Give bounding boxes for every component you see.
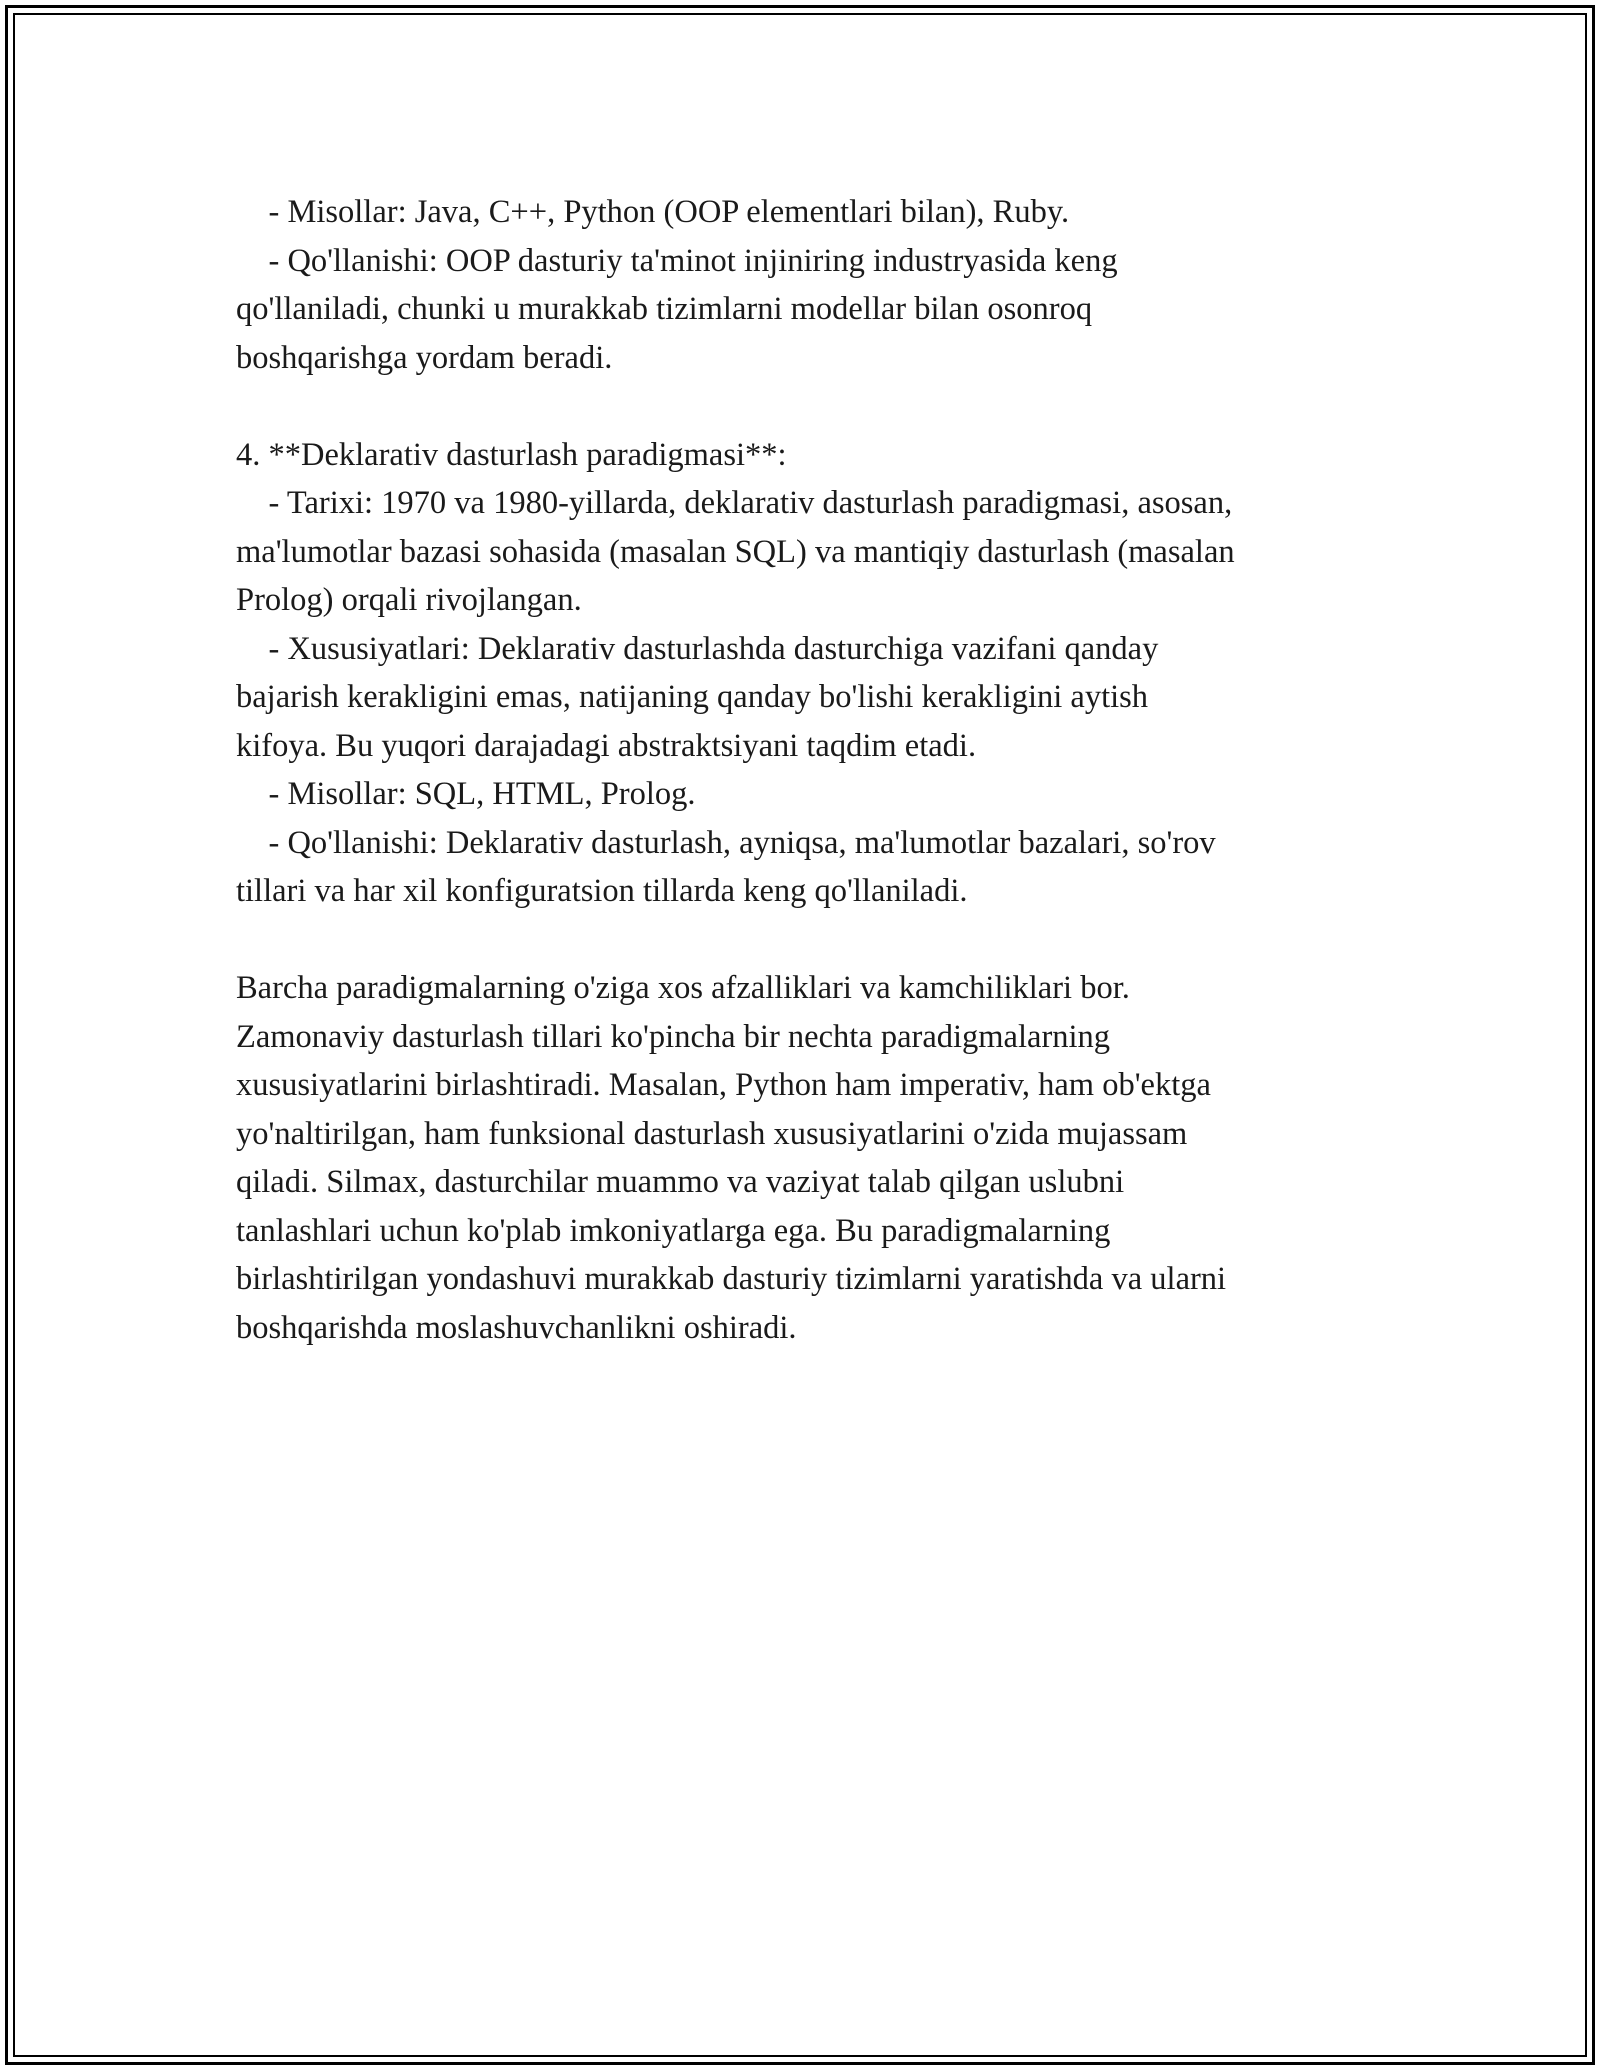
text-line: - Xususiyatlari: Deklarativ dasturlashda dasturchiga vazifani qanday — [236, 630, 1159, 667]
text-line: qiladi. Silmax, dasturchilar muammo va vaziyat talab qilgan uslubni — [236, 1164, 1125, 1200]
text-line: boshqarishda moslashuvchanlikni oshiradi. — [236, 1309, 797, 1346]
text-line: birlashtirilgan yondashuvi murakkab dasturiy tizimlarni yaratishda va ularni — [236, 1261, 1227, 1297]
text-line: - Qo'llanishi: Deklarativ dasturlash, ayniqsa, ma'lumotlar bazalari, so'rov — [236, 824, 1216, 861]
text-line: ma'lumotlar bazasi sohasida (masalan SQL) va mantiqiy dasturlash (masalan — [236, 533, 1235, 570]
blank-line — [236, 382, 1376, 431]
document-body — [236, 188, 1376, 1352]
text-line: Prolog) orqali rivojlangan. — [236, 582, 582, 618]
text-line: - Qo'llanishi: OOP dasturiy ta'minot injiniring industryasida keng — [236, 242, 1118, 279]
text-line: yo'naltirilgan, ham funksional dasturlash xususiyatlarini o'zida mujassam — [236, 1115, 1188, 1152]
section-heading: 4. **Deklarativ dasturlash paradigmasi**: — [236, 436, 787, 473]
text-line: Zamonaviy dasturlash tillari ko'pincha bir nechta paradigmalarning — [236, 1018, 1111, 1055]
text-line: - Misollar: Java, C++, Python (OOP elementlari bilan), Ruby. — [236, 194, 1070, 230]
blank-line — [236, 916, 1376, 965]
text-line: - Misollar: SQL, HTML, Prolog. — [236, 776, 696, 812]
text-line: xususiyatlarini birlashtiradi. Masalan, Python ham imperativ, ham ob'ektga — [236, 1067, 1211, 1103]
text-line: boshqarishga yordam beradi. — [236, 339, 613, 376]
text-line: tanlashlari uchun ko'plab imkoniyatlarga ega. Bu paradigmalarning — [236, 1212, 1111, 1249]
text-line: tillari va har xil konfiguratsion tillarda keng qo'llaniladi. — [236, 873, 968, 909]
text-line: qo'llaniladi, chunki u murakkab tizimlarni modellar bilan osonroq — [236, 291, 1093, 327]
text-line: - Tarixi: 1970 va 1980-yillarda, deklarativ dasturlash paradigmasi, asosan, — [236, 485, 1233, 521]
text-line: kifoya. Bu yuqori darajadagi abstraktsiyani taqdim etadi. — [236, 727, 977, 764]
text-line: Barcha paradigmalarning o'ziga xos afzalliklari va kamchiliklari bor. — [236, 970, 1130, 1006]
text-line: bajarish kerakligini emas, natijaning qanday bo'lishi kerakligini aytish — [236, 679, 1149, 715]
